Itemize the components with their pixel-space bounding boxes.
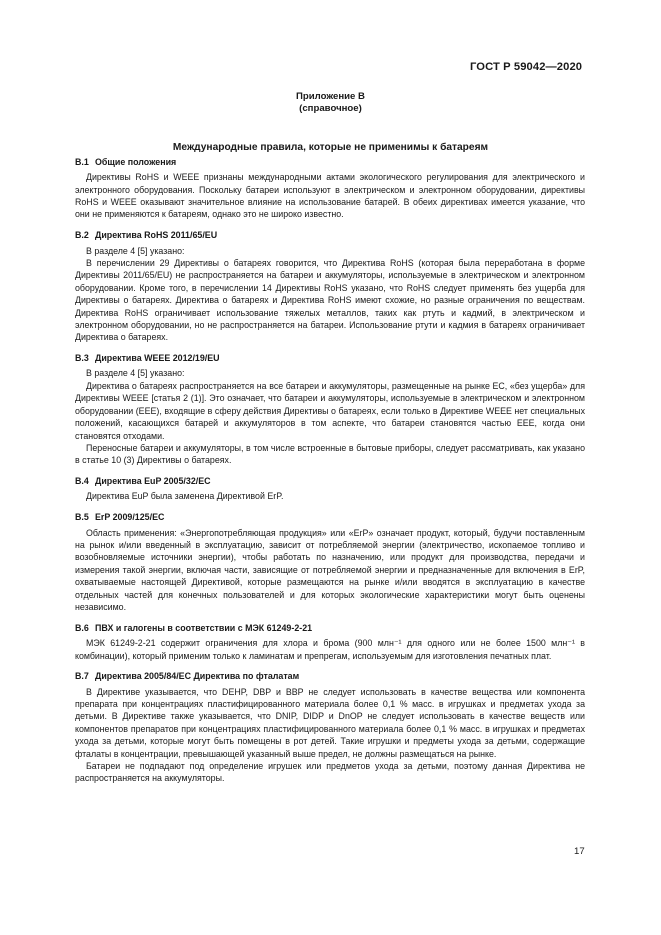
section-1 xyxy=(75,156,585,221)
section-2 xyxy=(75,229,585,343)
section-heading xyxy=(75,156,585,168)
paragraph: МЭК 61249-2-21 содержит ограничения для хлора и брома (900 млн⁻¹ для одного или не более 1500 млн⁻¹ в комбинации), который применим только к ламинатам и препрегам, используемым для изготовления печатных плат. xyxy=(75,638,585,661)
section-heading xyxy=(75,229,585,241)
section-title: Директива EuP 2005/32/EC xyxy=(95,476,211,487)
document-body xyxy=(75,156,585,785)
section-title: ErP 2009/125/EC xyxy=(95,512,165,523)
section-number: В.4 xyxy=(75,476,89,487)
section-title: ПВХ и галогены в соответствии с МЭК 61249-2-21 xyxy=(95,622,313,633)
main-title: Международные правила, которые не применимы к батареям xyxy=(172,142,489,153)
section-number: В.1 xyxy=(75,157,89,167)
paragraph: Директива EuP была заменена Директивой ErP. xyxy=(86,491,284,502)
paragraph: Батареи не подпадают под определение игрушек или предметов ухода за детьми, поэтому данная Директива не распространяется на аккумуляторы. xyxy=(75,761,585,784)
paragraph: Область применения: «Энергопотребляющая продукция» или «ErP» означает продукт, который, будучи поставленным на рынок и/или введенный в эксплуатацию, зависит от потребляемой энергии (электричество, ископаемое топливо и возобновляемые источники энергии), чтобы работать по назначению, или продукт для производства, передачи и измерения такой энергии, включая части, зависящие от потребляемой энергии и предназначенные для включения в ErP, охватываемые настоящей Директивой, которые размещаются на рынке и/или вводятся в эксплуатацию в качестве отдельных частей для конечных пользователей и для которых экологические характеристики могут быть оценены независимо. xyxy=(75,527,585,612)
section-title: Общие положения xyxy=(95,157,177,167)
section-3 xyxy=(75,352,585,466)
paragraph: В Директиве указывается, что DEHP, DBP и BBP не следует использовать в качестве вещества или компонента препарата при концентрациях пластифицированного материала более 0,1 % масс. в игрушках и предметах ухода за детьми. В Директиве также указывается, что DNIP, DIDP и DnOP не следует использовать в качестве веществ или компонентов препаратов при концентрациях пластифицированного материала более 0,1 % масс. в игрушках и предметах ухода за детьми, которые могут быть помещены в рот детей. Такие игрушки и предметы ухода за детьми, содержащие фталаты в концентрации, превышающей указанный выше предел, не должны размещаться на рынке. xyxy=(75,686,585,759)
appendix-title: Приложение В xyxy=(296,91,365,102)
paragraph: Переносные батареи и аккумуляторы, в том числе встроенные в бытовые приборы, следует рассматривать, как указано в статье 10 (3) Директивы о батареях. xyxy=(75,442,585,466)
paragraph: Директивы RoHS и WEEE признаны международными актами экологического регулирования для электрического и электронного оборудования. Поскольку батареи используют в электрическом и электронном оборудовании, директивы RoHS и WEEE оказывают значительное влияние на использование батарей. В обеих директивах имеется указание, что они не применяются к батареям, однако это не широко известно. xyxy=(75,172,585,220)
paragraph: Директива о батареях распространяется на все батареи и аккумуляторы, размещенные на рынке ЕС, «без ущерба» для Директивы WEEE [статья 2 (1)]. Это означает, что батареи и аккумуляторы, используемые в электрическом и электронном оборудовании (EEE), входящие в сферу действия Директивы о батареях, если только в Директиве WEEE нет специальных положений, касающихся батарей и аккумуляторов в том аспекте, что батареи становятся частью EEE, когда они становятся отходами. xyxy=(75,380,585,441)
section-heading xyxy=(75,511,585,523)
section-title: Директива 2005/84/EC Директива по фталатам xyxy=(95,671,300,682)
section-title: Директива RoHS 2011/65/EU xyxy=(95,230,218,241)
section-number: В.7 xyxy=(75,671,89,682)
section-number: В.5 xyxy=(75,512,89,523)
section-number: В.6 xyxy=(75,622,89,633)
section-heading xyxy=(75,622,585,634)
page-number: 17 xyxy=(574,846,585,857)
paragraph: В разделе 4 [5] указано: xyxy=(86,368,185,379)
section-4 xyxy=(75,475,585,503)
section-number: В.3 xyxy=(75,353,89,364)
section-number: В.2 xyxy=(75,230,89,241)
paragraph: В перечислении 29 Директивы о батареях говорится, что Директива RoHS (которая была переработана в форме Директивы 2011/65/EU) не распространяется на батареи и аккумуляторы, используемые в электрическом и электронном оборудовании. Кроме того, в перечислении 14 Директивы RoHS указано, что RoHS следует применять без ущерба для Директивы о батареях. Директива о батареях и Директива RoHS имеют схожие, но разные ограничения по веществам. Директива RoHS ограничивает использование тяжелых металлов, таких как ртуть и кадмий, в электрическом и электронном оборудовании, но не распространяется на батареи. Использование ртути и кадмия в батареях ограничивает Директива о батареях. xyxy=(75,257,585,343)
standard-designation: ГОСТ Р 59042—2020 xyxy=(470,61,583,73)
section-7 xyxy=(75,670,585,784)
section-5 xyxy=(75,511,585,613)
paragraph: В разделе 4 [5] указано: xyxy=(86,245,185,256)
section-title: Директива WEEE 2012/19/EU xyxy=(95,353,220,364)
section-heading xyxy=(75,352,585,364)
section-6 xyxy=(75,622,585,662)
section-heading xyxy=(75,670,585,682)
section-heading xyxy=(75,475,585,487)
appendix-note: (справочное) xyxy=(299,103,362,114)
